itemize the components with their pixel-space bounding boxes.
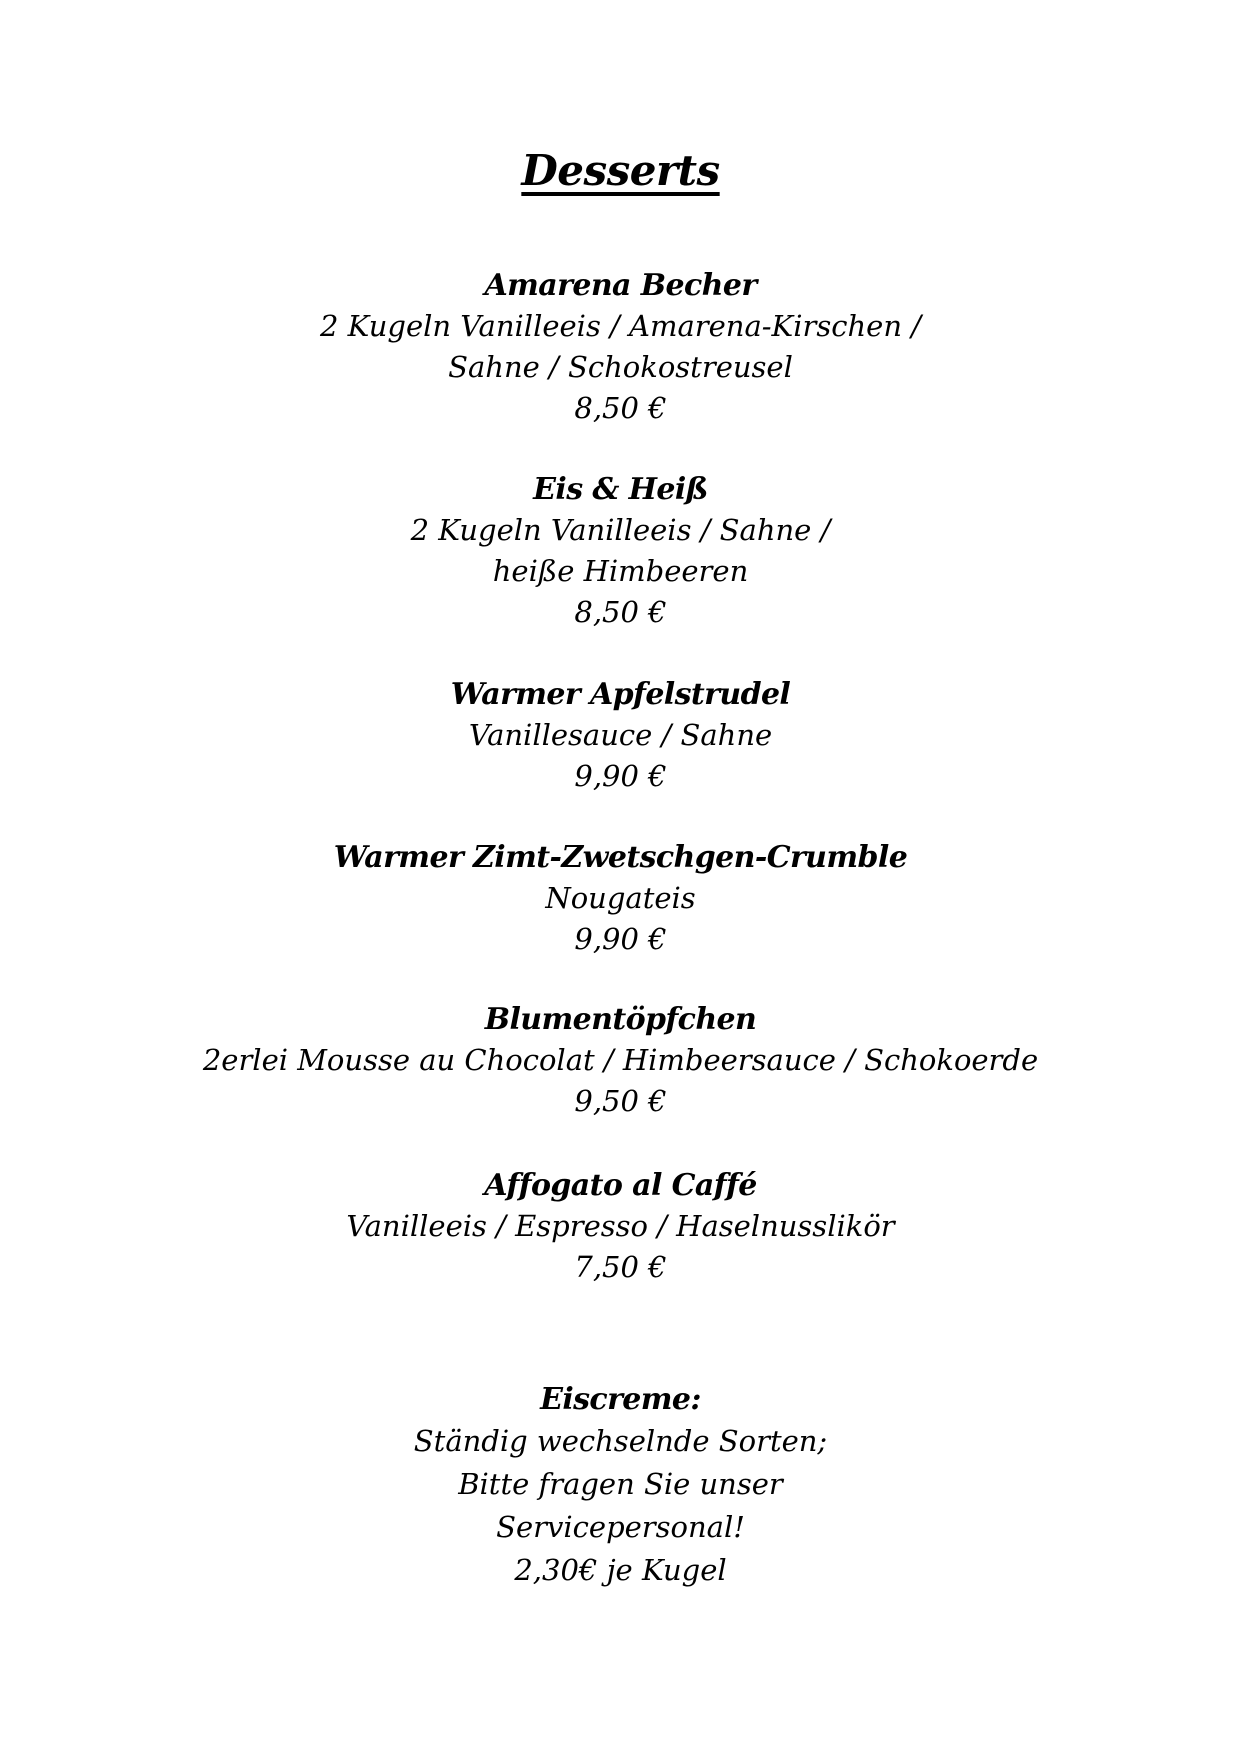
menu-item-price: 8,50 € [574, 595, 667, 629]
menu-item-name: Eis & Heiß [533, 472, 708, 507]
ice-cream-note [0, 1380, 1241, 1592]
menu-item-name: Warmer Zimt-Zwetschgen-Crumble [333, 840, 908, 875]
ice-cream-line: Bitte fragen Sie unser [458, 1467, 783, 1501]
menu-item-description: Vanillesauce / Sahne [468, 718, 773, 752]
menu-item-description: heiße Himbeeren [492, 554, 749, 588]
page-title: Desserts [521, 146, 720, 195]
menu-item [0, 1000, 1241, 1122]
menu-item-price: 7,50 € [574, 1250, 667, 1284]
menu-item-name: Blumentöpfchen [484, 1002, 757, 1037]
ice-cream-line: Servicepersonal! [496, 1510, 745, 1544]
menu-item-price: 8,50 € [574, 391, 667, 425]
menu-item-description: 2erlei Mousse au Chocolat / Himbeersauce / Schokoerde [202, 1043, 1039, 1077]
menu-item [0, 675, 1241, 797]
menu-item-name: Warmer Apfelstrudel [450, 677, 791, 712]
menu-item [0, 1166, 1241, 1288]
menu-item-name: Amarena Becher [484, 268, 757, 303]
menu-item-description: 2 Kugeln Vanilleeis / Amarena-Kirschen / [320, 309, 921, 343]
menu-item-price: 9,90 € [574, 922, 667, 956]
menu-item [0, 470, 1241, 633]
menu-item-description: Nougateis [545, 881, 696, 915]
menu-item-price: 9,50 € [574, 1084, 667, 1118]
ice-cream-line: Ständig wechselnde Sorten; [413, 1424, 828, 1458]
menu-item-price: 9,90 € [574, 759, 667, 793]
menu-item-name: Affogato al Caffé [484, 1168, 757, 1203]
menu-item [0, 838, 1241, 960]
ice-cream-price: 2,30€ je Kugel [514, 1553, 727, 1587]
menu-item [0, 266, 1241, 429]
menu-item-description: 2 Kugeln Vanilleeis / Sahne / [410, 513, 831, 547]
menu-item-description: Sahne / Schokostreusel [448, 350, 793, 384]
ice-cream-heading: Eiscreme: [540, 1382, 701, 1417]
menu-item-description: Vanilleeis / Espresso / Haselnusslikör [346, 1209, 895, 1243]
